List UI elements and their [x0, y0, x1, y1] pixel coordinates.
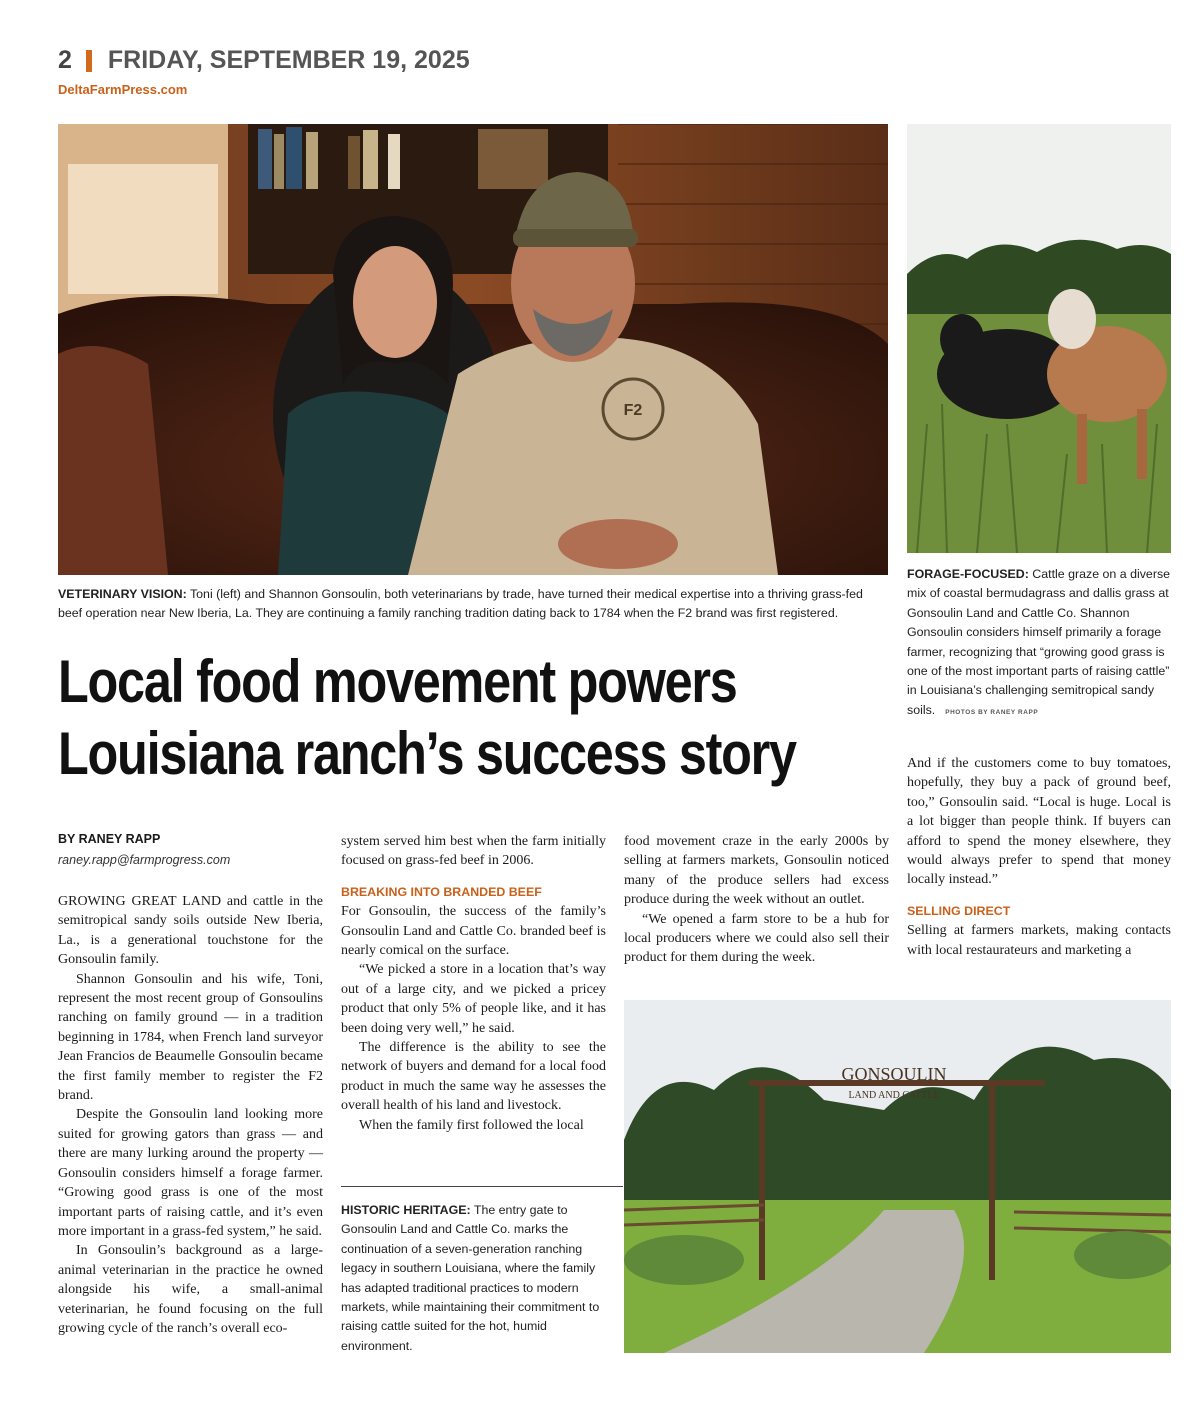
subhead: SELLING DIRECT: [907, 903, 1011, 918]
caption-divider: [341, 1186, 623, 1187]
author-email[interactable]: raney.rapp@farmprogress.com: [58, 853, 231, 867]
caption-text: The entry gate to Gonsoulin Land and Cattle Co. marks the continuation of a seven-generation ranching legacy in southern Louisiana, where the family has adapted traditional practices to modern markets, while maintaining their commitment to raising cattle suited for the hot, humid environment.: [341, 1203, 600, 1353]
paragraph: Despite the Gonsoulin land looking more suited for growing gators than grass — and there are many lurking around the property — Gonsoulin considers himself a forage farmer. “Growing good grass is one of the most important parts of raising cattle, and it’s even more important in a grass-fed system,” he said.: [58, 1107, 323, 1239]
article-column-2: [341, 832, 606, 1135]
gate-image: [624, 1000, 1171, 1353]
cattle-image: [907, 124, 1171, 553]
paragraph: system served him best when the farm initially focused on grass-fed beef in 2006.: [341, 834, 606, 869]
paragraph: In Gonsoulin’s background as a large-animal veterinarian in the practice he owned alongside his wife, a small-animal veterinarian, he found focusing on the full growing cycle of the ranch’s overall eco-: [58, 1243, 323, 1336]
subhead: BREAKING INTO BRANDED BEEF: [341, 884, 542, 899]
article-column-3: [624, 832, 889, 968]
folio-divider: [86, 50, 92, 72]
headline: [58, 646, 796, 790]
paragraph: And if the customers come to buy tomatoes, hopefully, they buy a pack of ground beef, too,” Gonsoulin said. “Local is huge. Local is a lot bigger than people think. If buyers can afford to spend the money elsewhere, they would always prefer to spend that money locally instead.”: [907, 756, 1171, 888]
caption-label: HISTORIC HERITAGE:: [341, 1203, 471, 1217]
main-photo-caption: [58, 585, 888, 624]
byline: BY RANEY RAPP: [58, 832, 161, 846]
folio: [58, 46, 470, 75]
paragraph: “We picked a store in a location that’s way out of a large city, and we picked a pricey product that only 5% of people like, and it has been doing very well,” he said.: [341, 962, 606, 1036]
gate-sign-name: GONSOULIN: [841, 1064, 947, 1084]
paragraph: Selling at farmers markets, making contacts with local restaurateurs and marketing a: [907, 923, 1171, 958]
couple-image: [58, 124, 888, 575]
headline-line-1: Local food movement powers: [58, 648, 737, 715]
paragraph: The difference is the ability to see the network of buyers and demand for a local food product in much the same way he assesses the overall health of his land and livestock.: [341, 1040, 606, 1114]
paragraph: food movement craze in the early 2000s by selling at farmers markets, Gonsoulin noticed many of the produce sellers had excess produce during the week without an outlet.: [624, 834, 889, 908]
shirt-logo-text: F2: [623, 402, 643, 419]
cattle-photo-caption: [907, 565, 1171, 722]
site-link[interactable]: DeltaFarmPress.com: [58, 82, 188, 97]
article-column-4: [907, 754, 1171, 960]
caption-text: Cattle graze on a diverse mix of coastal bermudagrass and dallis grass at Gonsoulin Land and Cattle Co. Shannon Gonsoulin considers himself primarily a forage farmer, recognizing that “growing good grass is one of the most important parts of raising cattle” in Louisiana’s challenging semitropical sandy soils.: [907, 567, 1171, 717]
caption-text: Toni (left) and Shannon Gonsoulin, both veterinarians by trade, have turned their medical expertise into a thriving grass-fed beef operation near New Iberia, La. They are continuing a family ranching tradition dating back to 1784 when the F2 brand was first registered.: [58, 587, 863, 621]
gate-photo: [624, 1000, 1171, 1353]
paragraph: Shannon Gonsoulin and his wife, Toni, represent the most recent group of Gonsoulins ranching on family ground — in a tradition beginning in 1784, when French land surveyor Jean Francios de Beaumelle Gonsoulin became the first family member to register the F2 brand.: [58, 971, 323, 1104]
page-number: 2: [58, 46, 72, 74]
gate-sign-subtitle: LAND AND CATTLE: [848, 1090, 940, 1101]
caption-label: VETERINARY VISION:: [58, 587, 187, 601]
photo-credit: PHOTOS BY RANEY RAPP: [945, 708, 1039, 716]
issue-date: FRIDAY, SEPTEMBER 19, 2025: [107, 46, 470, 74]
paragraph: When the family first followed the local: [359, 1117, 584, 1133]
article-column-1: [58, 892, 323, 1338]
paragraph: GROWING GREAT LAND and cattle in the semitropical sandy soils outside New Iberia, La., is a generational touchstone for the Gonsoulin family.: [58, 894, 323, 968]
main-photo: [58, 124, 888, 575]
gate-photo-caption: [341, 1201, 606, 1356]
cattle-photo: [907, 124, 1171, 553]
caption-label: FORAGE-FOCUSED:: [907, 567, 1029, 581]
paragraph: For Gonsoulin, the success of the family’s Gonsoulin Land and Cattle Co. branded beef is nearly comical on the surface.: [341, 904, 606, 959]
headline-line-2: Louisiana ranch’s success story: [58, 720, 796, 787]
paragraph: “We opened a farm store to be a hub for local producers where we could also sell their product for them during the week.: [624, 911, 889, 966]
